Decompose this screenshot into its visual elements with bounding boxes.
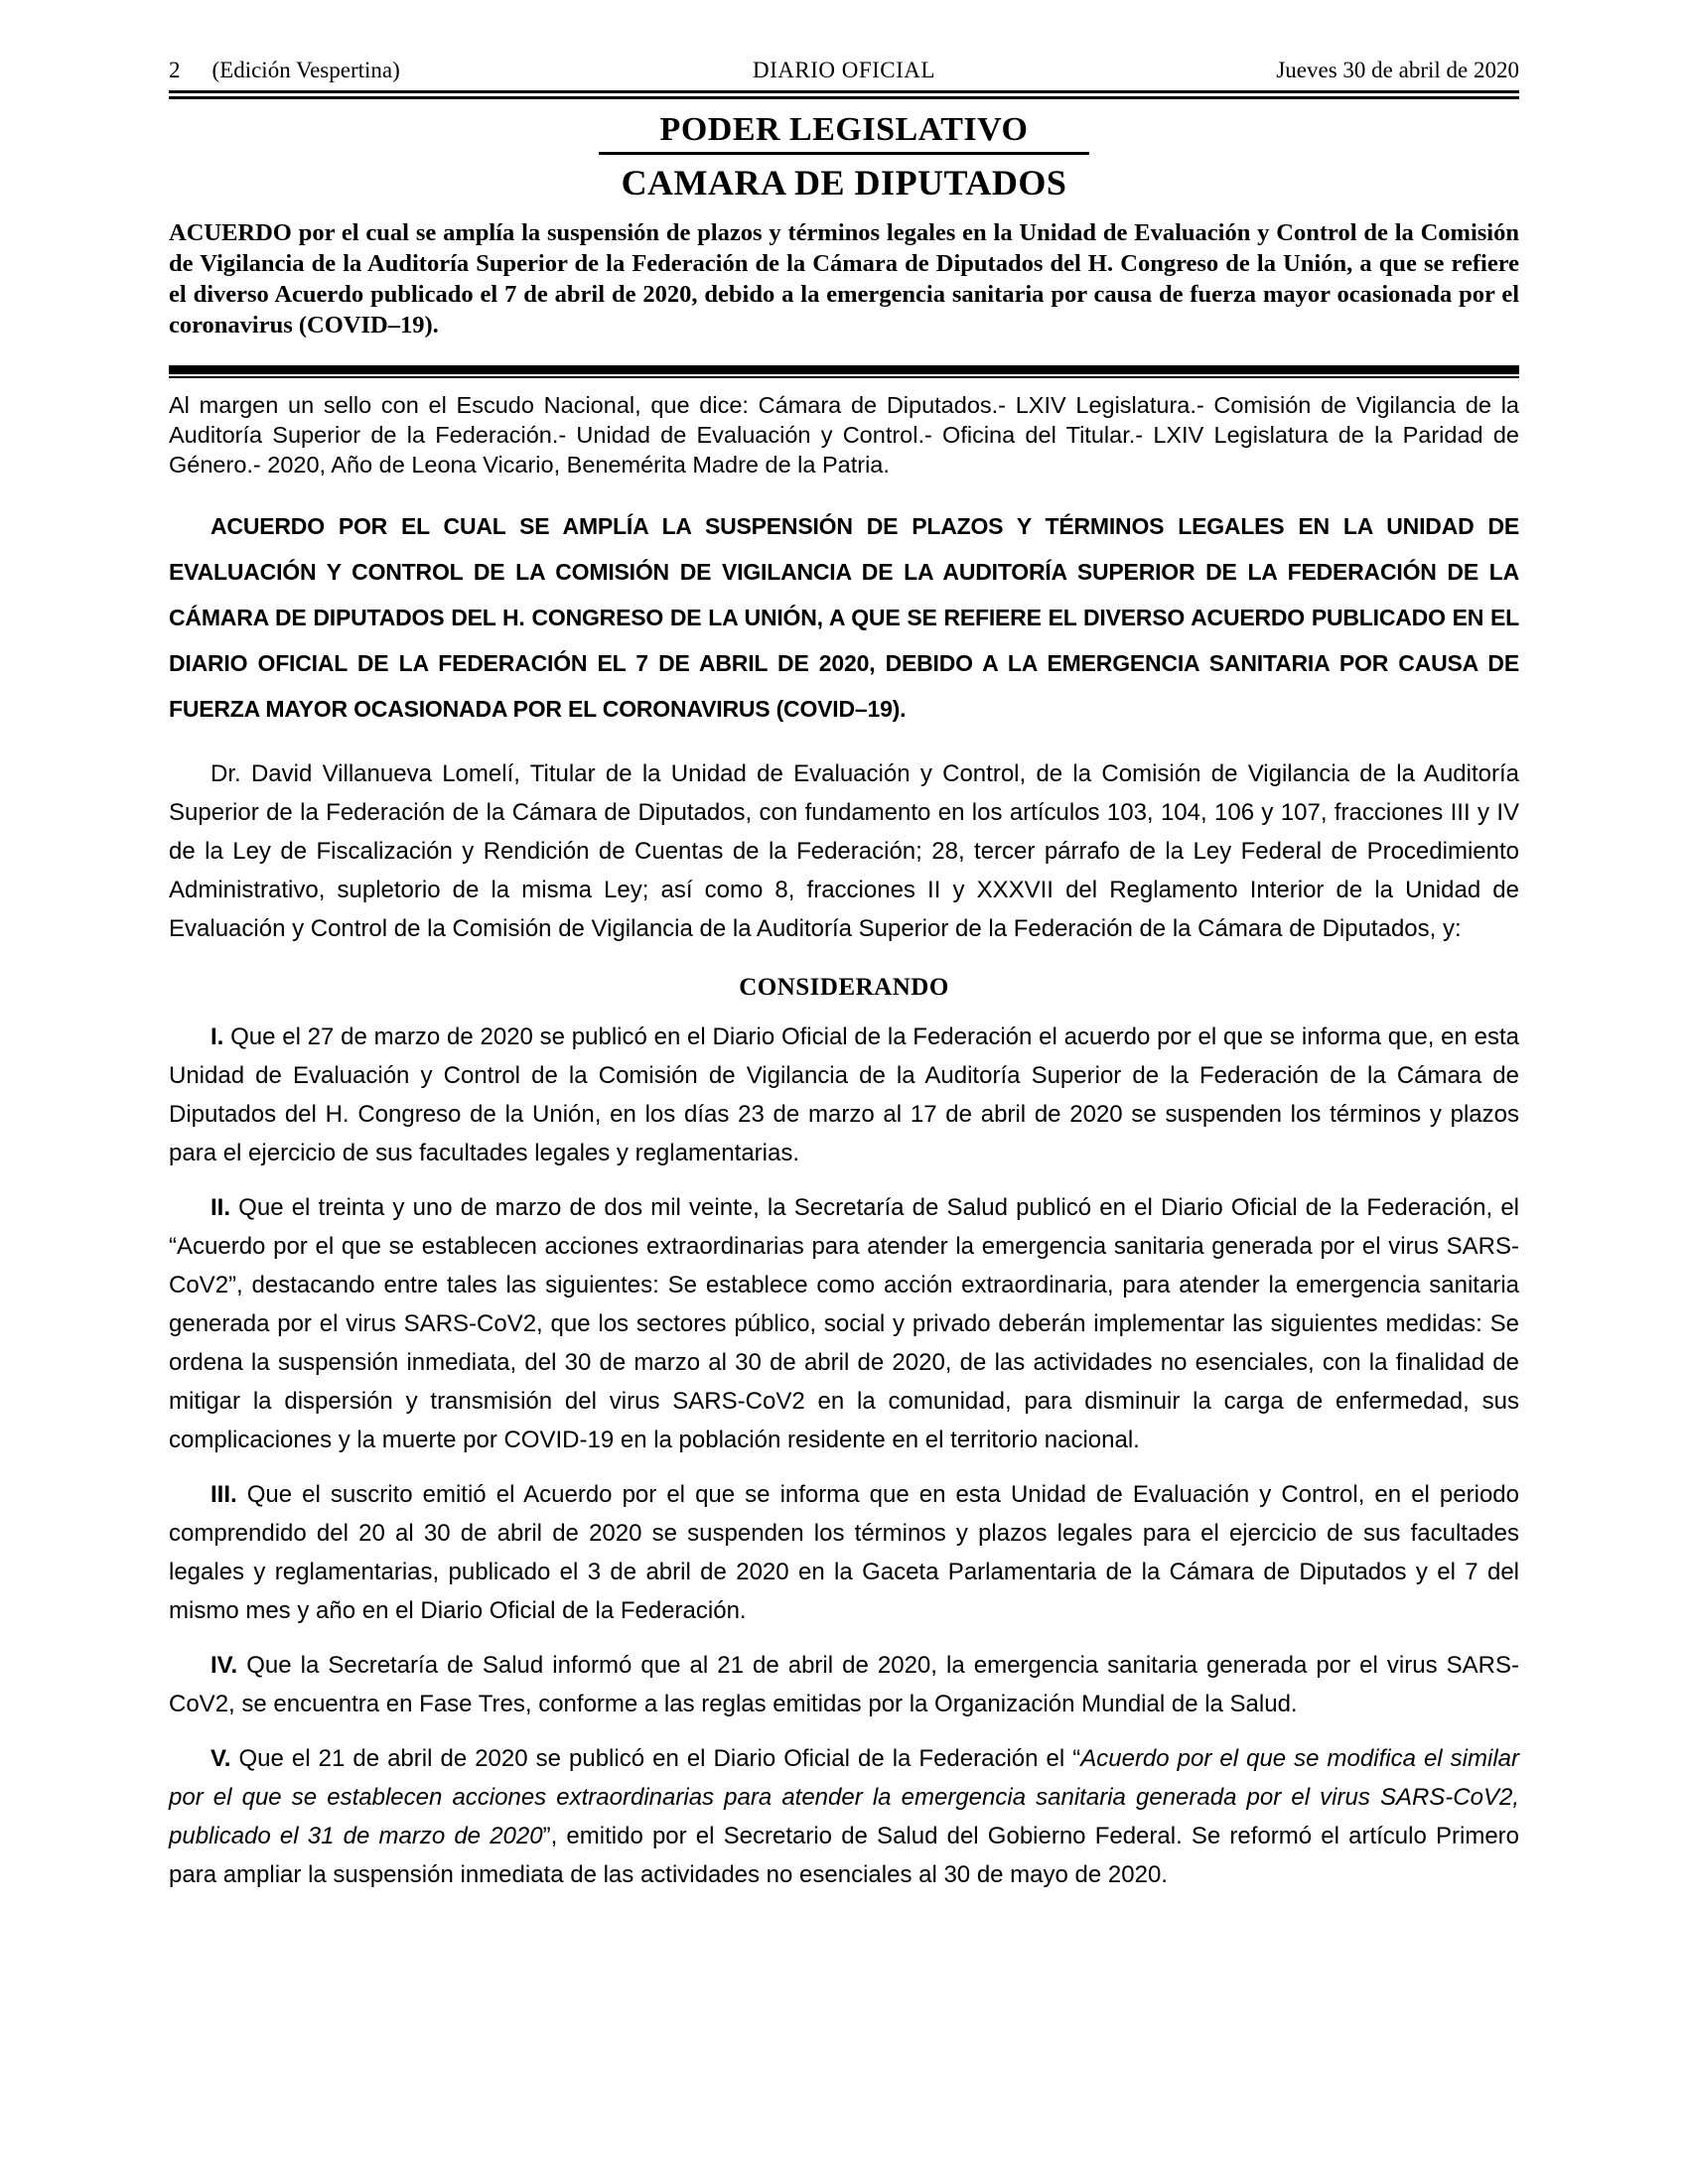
item-1-text: Que el 27 de marzo de 2020 se publicó en el Diario Oficial de la Federación el acuerdo por el que se informa que, en esta Unidad de Evaluación y Control de la Comisión de Vigilancia de la Auditoría Superior de la Federación de la Cámara de Diputados del H. Congreso de la Unión, en los días 23 de marzo al 17 de abril de 2020 se suspenden los términos y plazos para el ejercicio de sus facultades legales y reglamentarias. — [169, 1023, 1519, 1166]
item-1-numeral: I. — [211, 1023, 224, 1050]
item-2-numeral: II. — [211, 1193, 231, 1221]
item-5-text-before: Que el 21 de abril de 2020 se publicó en el Diario Oficial de la Federación el “ — [230, 1744, 1081, 1772]
intro-paragraph: Dr. David Villanueva Lomelí, Titular de la Unidad de Evaluación y Control, de la Comisión de Vigilancia de la Auditoría Superior de la Federación de la Cámara de Diputados, con fundamento en los artículos 103, 104, 106 y 107, fracciones III y IV de la Ley de Fiscalización y Rendición de Cuentas de la Federación; 28, tercer párrafo de la Ley Federal de Procedimiento Administrativo, supletorio de la misma Ley; así como 8, fracciones II y XXXVII del Reglamento Interior de la Unidad de Evaluación y Control de la Comisión de Vigilancia de la Auditoría Superior de la Federación de la Cámara de Diputados, y: — [169, 759, 1519, 942]
separator-heavy-rule — [169, 365, 1519, 374]
item-3-text: Que el suscrito emitió el Acuerdo por el que se informa que en esta Unidad de Evaluación y Control, en el periodo comprendido del 20 al 30 de abril de 2020 se suspenden los términos y plazos legales para el ejercicio de sus facultades legales y reglamentarias, publicado el 3 de abril de 2020 en la Gaceta Parlamentaria de la Cámara de Diputados y el 7 del mismo mes y año en el Diario Oficial de la Federación. — [169, 1480, 1519, 1624]
considerando-item-1 — [169, 1018, 1519, 1172]
decree-summary-paragraph: ACUERDO por el cual se amplía la suspensión de plazos y términos legales en la Unidad de Evaluación y Control de la Comisión de Vigilancia de la Auditoría Superior de la Federación de la Cámara de Diputados del H. Congreso de la Unión, a que se refiere el diverso Acuerdo publicado el 7 de abril de 2020, debido a la emergencia sanitaria por causa de fuerza mayor ocasionada por el coronavirus (COVID–19). — [169, 219, 1519, 339]
item-4-text: Que la Secretaría de Salud informó que al 21 de abril de 2020, la emergencia sanitaria generada por el virus SARS-CoV2, se encuentra en Fase Tres, conforme a las reglas emitidas por la Organización Mundial de la Salud. — [169, 1651, 1519, 1717]
seal-paragraph: Al margen un sello con el Escudo Nacional, que dice: Cámara de Diputados.- LXIV Legislatura.- Comisión de Vigilancia de la Auditoría Superior de la Federación.- Unidad de Evaluación y Control.- Oficina del Titular.- LXIV Legislatura de la Paridad de Género.- 2020, Año de Leona Vicario, Benemérita Madre de la Patria. — [169, 391, 1519, 478]
header-double-rule — [169, 90, 1519, 99]
edition-label: (Edición Vespertina) — [211, 58, 400, 82]
considerando-item-2 — [169, 1188, 1519, 1459]
item-4-numeral: IV. — [211, 1651, 238, 1679]
section-title-camara-diputados: CAMARA DE DIPUTADOS — [621, 163, 1067, 203]
journal-title: DIARIO OFICIAL — [753, 58, 935, 82]
separator-thin-rule — [169, 376, 1519, 378]
running-head-left — [169, 58, 619, 83]
section-title-poder-legislativo: PODER LEGISLATIVO — [599, 111, 1090, 155]
considerando-heading: CONSIDERANDO — [739, 973, 949, 1001]
item-5-quoted-title: Acuerdo por el que se modifica el similar por el que se establecen acciones extraordinarias para atender la emergencia sanitaria generada por el virus SARS-CoV2, publicado el 31 de marzo de 2020 — [169, 1744, 1519, 1849]
considerando-item-3 — [169, 1475, 1519, 1630]
item-2-text: Que el treinta y uno de marzo de dos mil veinte, la Secretaría de Salud publicó en el Diario Oficial de la Federación, el “Acuerdo por el que se establecen acciones extraordinarias para atender la emergencia sanitaria generada por el virus SARS-CoV2”, destacando entre tales las siguientes: Se establece como acción extraordinaria, para atender la emergencia sanitaria generada por el virus SARS-CoV2, que los sectores público, social y privado deberán implementar las siguientes medidas: Se ordena la suspensión inmediata, del 30 de marzo al 30 de abril de 2020, de las actividades no esenciales, con la finalidad de mitigar la dispersión y transmisión del virus SARS-CoV2 en la comunidad, para disminuir la carga de enfermedad, sus complicaciones y la muerte por COVID-19 en la población residente en el territorio nacional. — [169, 1193, 1519, 1453]
item-3-numeral: III. — [211, 1480, 237, 1508]
item-5-numeral: V. — [211, 1744, 231, 1772]
issue-date: Jueves 30 de abril de 2020 — [1276, 58, 1519, 82]
running-head — [169, 58, 1519, 83]
considerando-item-5 — [169, 1739, 1519, 1894]
considerando-item-4 — [169, 1646, 1519, 1723]
page-number: 2 — [169, 58, 181, 82]
decree-caps-paragraph: ACUERDO POR EL CUAL SE AMPLÍA LA SUSPENSIÓN DE PLAZOS Y TÉRMINOS LEGALES EN LA UNIDAD DE EVALUACIÓN Y CONTROL DE LA COMISIÓN DE VIGILANCIA DE LA AUDITORÍA SUPERIOR DE LA FEDERACIÓN DE LA CÁMARA DE DIPUTADOS DEL H. CONGRESO DE LA UNIÓN, A QUE SE REFIERE EL DIVERSO ACUERDO PUBLICADO EN EL DIARIO OFICIAL DE LA FEDERACIÓN EL 7 DE ABRIL DE 2020, DEBIDO A LA EMERGENCIA SANITARIA POR CAUSA DE FUERZA MAYOR OCASIONADA POR EL CORONAVIRUS (COVID–19). — [169, 512, 1519, 722]
section-titles — [169, 99, 1519, 204]
item-5-text-after: ”, emitido por el Secretario de Salud del Gobierno Federal. Se reformó el artículo Primero para ampliar la suspensión inmediata de las actividades no esenciales al 30 de mayo de 2020. — [169, 1822, 1520, 1888]
